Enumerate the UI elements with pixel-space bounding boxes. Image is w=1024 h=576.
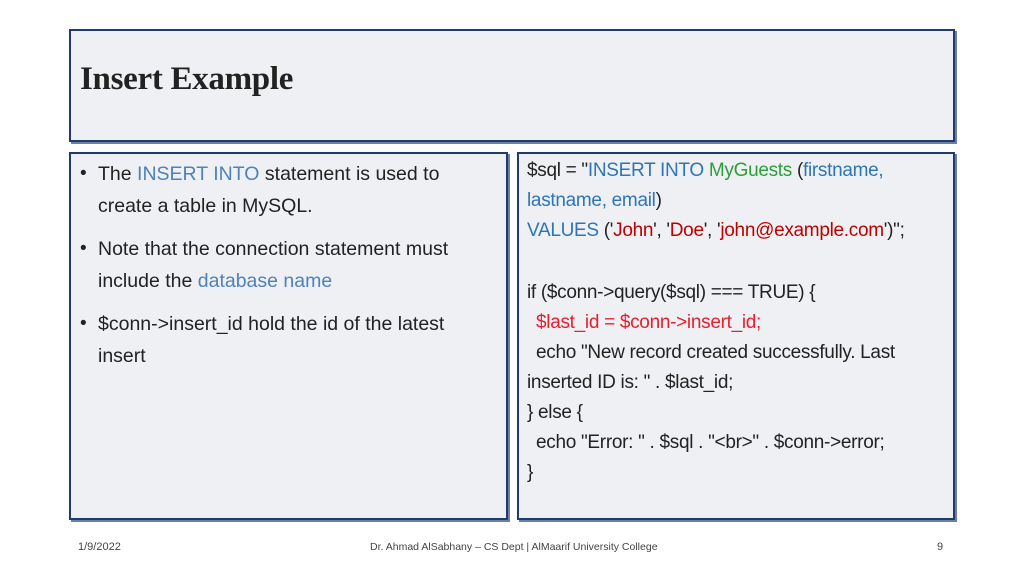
bullet-text: Note that the connection statement must include the (98, 238, 449, 292)
code-column: firstname, (803, 160, 884, 181)
bullet-text: $conn->insert_id hold the id of the latest insert (98, 313, 445, 367)
code-string: John (613, 220, 654, 241)
bullet-item (78, 308, 488, 372)
code-line (527, 216, 947, 246)
code-string: john@example.com (720, 220, 884, 241)
bullet-dot-icon: • (80, 313, 87, 334)
code-line: } else { (527, 402, 583, 423)
code-token: $sql = " (527, 160, 588, 181)
slide-title: Insert Example (80, 61, 294, 97)
code-string: Doe (669, 220, 704, 241)
code-line (527, 186, 947, 216)
code-line: if ($conn->query($sql) === TRUE) { (527, 282, 816, 303)
bullet-dot-icon: • (80, 163, 87, 184)
bullet-dot-icon: • (80, 238, 87, 259)
code-token: ', ' (653, 220, 670, 241)
bullet-keyword: INSERT INTO (137, 163, 260, 185)
code-line: echo "Error: " . $sql . "<br>" . $conn->error; (536, 432, 885, 453)
bullet-item (78, 233, 488, 297)
footer-page-number: 9 (937, 541, 944, 553)
code-column: lastname, email (527, 190, 656, 211)
bullet-list (78, 158, 488, 383)
bullet-keyword: database name (197, 270, 333, 292)
code-keyword: INSERT INTO (587, 160, 704, 181)
code-token: ( (791, 160, 803, 181)
code-token: ) (655, 190, 662, 211)
code-line (527, 156, 947, 186)
bullet-item (78, 158, 488, 222)
bullet-text: statement is used to create a table in MySQL. (98, 163, 440, 217)
code-line: echo "New record created successfully. Last (536, 342, 895, 363)
code-block (527, 156, 947, 488)
bullet-panel (69, 152, 508, 520)
code-token: ', ' (703, 220, 721, 241)
code-token: (' (598, 220, 614, 241)
code-line-highlight: $last_id = $conn->insert_id; (536, 312, 762, 333)
code-panel (517, 152, 955, 520)
footer-author: Dr. Ahmad AlSabhany – CS Dept | AlMaarif University College (370, 541, 658, 553)
code-line: inserted ID is: " . $last_id; (527, 372, 734, 393)
bullet-text: The (98, 163, 138, 185)
code-token: ')"; (883, 220, 905, 241)
code-line: } (527, 462, 534, 483)
code-blank-line (527, 246, 947, 278)
code-table-name: MyGuests (708, 160, 792, 181)
code-keyword: VALUES (527, 220, 599, 241)
title-panel (69, 29, 955, 142)
footer-date: 1/9/2022 (78, 541, 121, 553)
